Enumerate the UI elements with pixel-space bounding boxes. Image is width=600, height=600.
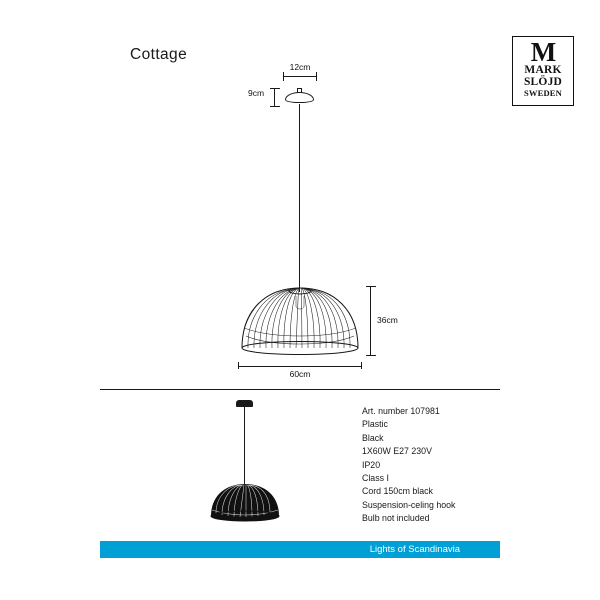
brand-name-line1: MARK [524, 64, 562, 76]
dimension-tick-top [270, 88, 280, 89]
dimension-line [283, 76, 317, 77]
dimension-line [370, 286, 371, 356]
page-title: Cottage [130, 46, 188, 63]
dimension-top-width-label: 12cm [289, 62, 311, 72]
spec-item-cord: Cord 150cm black [362, 486, 433, 497]
dimension-tick-bottom [270, 106, 280, 107]
brand-monogram: M [530, 37, 556, 67]
ceiling-canopy-drawing [285, 88, 314, 103]
product-silhouette-cord [244, 404, 245, 486]
brand-logo [512, 36, 574, 106]
specification-list [362, 405, 562, 526]
canopy-body [285, 92, 314, 103]
dimension-line [238, 366, 362, 367]
spec-item-bulb: 1X60W E27 230V [362, 446, 432, 457]
suspension-cord-drawing [299, 104, 300, 292]
dimension-shade-width-label: 60cm [238, 369, 362, 379]
lamp-shade-drawing [240, 284, 360, 356]
dimension-tick-top [366, 286, 376, 287]
product-silhouette-shade [210, 482, 280, 524]
dimension-shade-width [238, 360, 362, 382]
spec-item-ip-rating: IP20 [362, 459, 381, 470]
brand-name-line2: SLÖJD [523, 75, 563, 88]
dimension-line [274, 88, 275, 106]
lamp-shade-svg [240, 284, 360, 356]
spec-item-material: Plastic [362, 419, 388, 430]
dimension-tick-right [316, 72, 317, 81]
dimension-shade-height [352, 286, 404, 358]
spec-item-suspension: Suspension-celing hook [362, 499, 456, 510]
dimension-canopy-height [248, 86, 284, 108]
spec-item-art-number: Art. number 107981 [362, 406, 440, 416]
dimension-tick-bottom [366, 355, 376, 356]
dimension-top-width [283, 62, 317, 80]
dimension-tick-left [283, 72, 284, 81]
footer-tagline: Lights of Scandinavia [369, 544, 460, 555]
footer-bar [100, 541, 500, 558]
dimension-canopy-height-label: 9cm [248, 88, 265, 98]
product-silhouette-svg [210, 482, 280, 524]
spec-item-class: Class I [362, 473, 389, 484]
spec-item-color: Black [362, 432, 384, 443]
brand-country: SWEDEN [523, 88, 563, 98]
dimension-shade-height-label: 36cm [377, 315, 398, 325]
section-divider [100, 389, 500, 390]
spec-item-bulb-included: Bulb not included [362, 513, 430, 524]
